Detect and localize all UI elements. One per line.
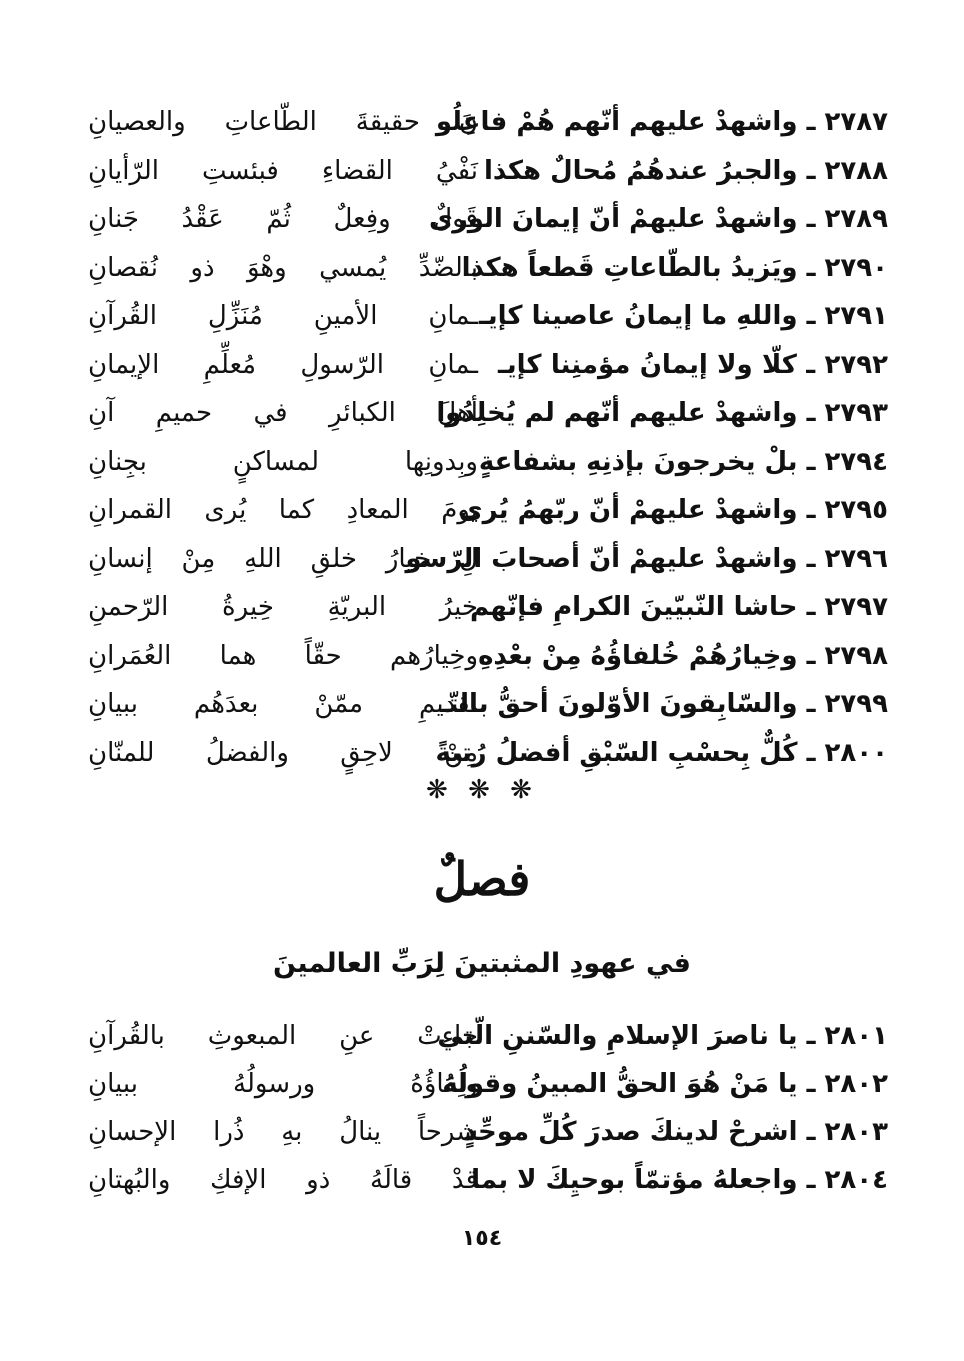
verse-first-text: كلّا ولا إيمانُ مؤمنِنا كإيـ (498, 349, 797, 380)
verse-second-hemistich: أهلَ الكبائرِ في حميمِ آنِ (88, 398, 478, 429)
verse-line (88, 1060, 888, 1108)
verse-first-hemistich: ٢٧٨٩ ـ واشهدْ عليهمْ أنّ إيمانَ الورى (429, 204, 888, 235)
verse-first-text: واشهدْ عليهم أنّهم لم يُخلِدُوا (436, 398, 798, 429)
verse-first-hemistich: ٢٨٠٤ ـ واجعلهُ مؤتمّاً بوحيِكَ لا بما (471, 1165, 888, 1195)
verse-second-hemistich: خيرُ البريّةِ خِيرةُ الرّحمنِ (88, 592, 478, 623)
verse-number: ٢٧٩٦ (824, 543, 888, 574)
verse-line (88, 680, 888, 729)
verse-second-hemistich: ـمانِ الرّسولِ مُعلِّمِ الإيمانِ (88, 349, 478, 380)
verse-first-hemistich: ٢٨٠٢ ـ يا مَنْ هُوَ الحقُّ المبينُ وقولُهُ (442, 1069, 888, 1099)
verse-line (88, 389, 888, 438)
verse-number: ٢٧٩٢ (824, 349, 888, 380)
verse-first-text: يا ناصرَ الإسلامِ والسّننِ الّتي (437, 1021, 798, 1051)
verse-line (88, 1012, 888, 1060)
verse-second-hemistich: مِنْ لاحِقٍ والفضلُ للمنّانِ (88, 737, 478, 768)
verse-number: ٢٧٩٥ (824, 495, 888, 526)
verse-first-text: كُلٌّ بِحسْبِ السّبْقِ أفضلُ رُتبةً (435, 737, 798, 768)
verse-number: ٢٧٩٤ (824, 446, 888, 477)
verse-line (88, 147, 888, 196)
verse-first-hemistich: ٢٧٩١ ـ واللهِ ما إيمانُ عاصينا كإيـ (479, 301, 888, 332)
verse-number: ٢٧٩٧ (824, 592, 888, 623)
verse-first-text: بلْ يخرجونَ بإذنِهِ بشفاعةٍ (478, 446, 798, 477)
verse-line (88, 292, 888, 341)
verse-second-hemistich: بالضّدِّ يُمسي وهْوَ ذو نُقصانِ (88, 252, 478, 283)
verse-number: ٢٨٠١ (824, 1021, 888, 1051)
verses-block-1 (88, 98, 888, 777)
verse-number: ٢٧٨٨ (824, 155, 888, 186)
verse-line (88, 535, 888, 584)
verse-line (88, 438, 888, 487)
verse-number: ٢٧٩١ (824, 301, 888, 332)
verse-first-text: اشرحْ لدينكَ صدرَ كُلِّ موحِّدٍ (462, 1117, 798, 1147)
verse-line (88, 583, 888, 632)
verse-first-text: ويَزيدُ بالطّاعاتِ قَطعاً هكذا (461, 252, 798, 283)
verse-line (88, 1108, 888, 1156)
section-heading: في عهودِ المثبتينَ لِرَبِّ العالمينَ (273, 948, 691, 979)
section-title: فصلٌ (433, 852, 531, 906)
verse-first-hemistich: ٢٨٠٠ ـ كُلٌّ بِحسْبِ السّبْقِ أفضلُ رُتبةً (435, 737, 888, 768)
verse-line (88, 729, 888, 778)
verse-first-text: واللهِ ما إيمانُ عاصينا كإيـ (479, 301, 798, 332)
verse-number: ٢٧٩٣ (824, 398, 888, 429)
verse-number: ٢٧٩٠ (824, 252, 888, 283)
verse-first-text: والجبرُ عندهُمُ مُحالٌ هكذا (483, 155, 798, 186)
verse-first-hemistich: ٢٧٨٨ ـ والجبرُ عندهُمُ مُحالٌ هكذا (483, 155, 888, 186)
verse-first-hemistich: ٢٧٨٧ ـ واشهدْ عليهم أنّهم هُمْ فاعِلُو (435, 107, 888, 138)
verse-first-text: يا مَنْ هُوَ الحقُّ المبينُ وقولُهُ (442, 1069, 798, 1099)
verse-second-hemistich: جاءتْ عنِ المبعوثِ بالقُرآنِ (88, 1021, 478, 1051)
verse-first-text: حاشا النّبيّينَ الكرامِ فإنّهم (469, 592, 798, 623)
verse-first-hemistich: ٢٧٩٦ ـ واشهدْ عليهمْ أنّ أصحابَ الرّسو (405, 543, 888, 574)
verse-second-hemistich: لِ خيارُ خلقِ اللهِ مِنْ إنسانِ (88, 543, 478, 574)
verse-line (88, 341, 888, 390)
verse-line (88, 486, 888, 535)
verse-number: ٢٨٠٠ (824, 737, 888, 768)
verse-line (88, 632, 888, 681)
verse-line (88, 195, 888, 244)
verse-first-hemistich: ٢٧٩٥ ـ واشهدْ عليهمْ أنّ ربّهمُ يُرى (458, 495, 888, 526)
verse-first-text: واشهدْ عليهمْ أنّ ربّهمُ يُرى (458, 495, 798, 526)
verse-first-hemistich: ٢٧٩٧ ـ حاشا النّبيّينَ الكرامِ فإنّهم (469, 592, 888, 623)
verse-number: ٢٨٠٢ (824, 1069, 888, 1099)
verse-second-hemistich: نَ حقيقةَ الطّاعاتِ والعصيانِ (88, 107, 478, 138)
verse-number: ٢٧٩٩ (824, 689, 888, 720)
page-number: ١٥٤ (461, 1226, 503, 1251)
verse-first-text: واشهدْ عليهمْ أنّ إيمانَ الورى (429, 204, 798, 235)
verse-first-hemistich: ٢٧٩٨ ـ وخِيارُهُمْ خُلفاؤُهُ مِنْ بعْدِهِ (478, 640, 888, 671)
verse-second-hemistich: قَولٌ وفِعلٌ ثُمّ عَقْدُ جَنانِ (88, 204, 478, 235)
verse-second-hemistich: وخِيارُهم حقّاً هما العُمَرانِ (88, 640, 478, 671)
verse-first-hemistich: ٢٧٩٢ ـ كلّا ولا إيمانُ مؤمنِنا كإيـ (498, 349, 888, 380)
section-separator: ❋ ❋ ❋ (426, 775, 538, 805)
verse-line (88, 244, 888, 293)
verse-first-hemistich: ٢٨٠٣ ـ اشرحْ لدينكَ صدرَ كُلِّ موحِّدٍ (462, 1117, 888, 1147)
verse-first-text: واشهدْ عليهمْ أنّ أصحابَ الرّسو (405, 543, 798, 574)
verse-line (88, 1156, 888, 1204)
verse-first-text: والسّابِقونَ الأوّلونَ أحقُّ بالتّـ (439, 689, 798, 720)
verse-second-hemistich: يومَ المعادِ كما يُرى القمرانِ (88, 495, 478, 526)
verse-first-text: وخِيارُهُمْ خُلفاؤُهُ مِنْ بعْدِهِ (478, 640, 798, 671)
verse-second-hemistich: ولِقاؤُهُ ورسولُهُ ببيانِ (88, 1069, 478, 1099)
verse-number: ٢٧٩٨ (824, 640, 888, 671)
verse-number: ٢٨٠٤ (824, 1165, 888, 1195)
verse-first-hemistich: ٢٧٩٩ ـ والسّابِقونَ الأوّلونَ أحقُّ بالتّـ (439, 689, 888, 720)
verse-line (88, 98, 888, 147)
verse-first-hemistich: ٢٨٠١ ـ يا ناصرَ الإسلامِ والسّننِ الّتي (437, 1021, 888, 1051)
verse-second-hemistich: ـقديمِ ممّنْ بعدَهُم ببيانِ (88, 689, 478, 720)
verse-first-hemistich: ٢٧٩٣ ـ واشهدْ عليهم أنّهم لم يُخلِدُوا (436, 398, 888, 429)
verse-second-hemistich: شرحاً ينالُ بهِ ذُرا الإحسانِ (88, 1117, 478, 1147)
verse-second-hemistich: قدْ قالَهُ ذو الإفكِ والبُهتانِ (88, 1165, 478, 1195)
verse-first-hemistich: ٢٧٩٤ ـ بلْ يخرجونَ بإذنِهِ بشفاعةٍ (478, 446, 888, 477)
verse-second-hemistich: ـمانِ الأمينِ مُنَزِّلِ القُرآنِ (88, 301, 478, 332)
verses-block-2 (88, 1012, 888, 1204)
verse-number: ٢٨٠٣ (824, 1117, 888, 1147)
verse-number: ٢٧٨٩ (824, 204, 888, 235)
verse-first-text: واجعلهُ مؤتمّاً بوحيِكَ لا بما (471, 1165, 798, 1195)
verse-first-hemistich: ٢٧٩٠ ـ ويَزيدُ بالطّاعاتِ قَطعاً هكذا (461, 252, 888, 283)
verse-second-hemistich: نَفْيُ القضاءِ فبئستِ الرّأيانِ (88, 155, 478, 186)
verse-first-text: واشهدْ عليهم أنّهم هُمْ فاعِلُو (435, 107, 798, 138)
verse-number: ٢٧٨٧ (824, 107, 888, 138)
verse-second-hemistich: وبِدونِها لمساكنٍ بجِنانِ (88, 446, 478, 477)
